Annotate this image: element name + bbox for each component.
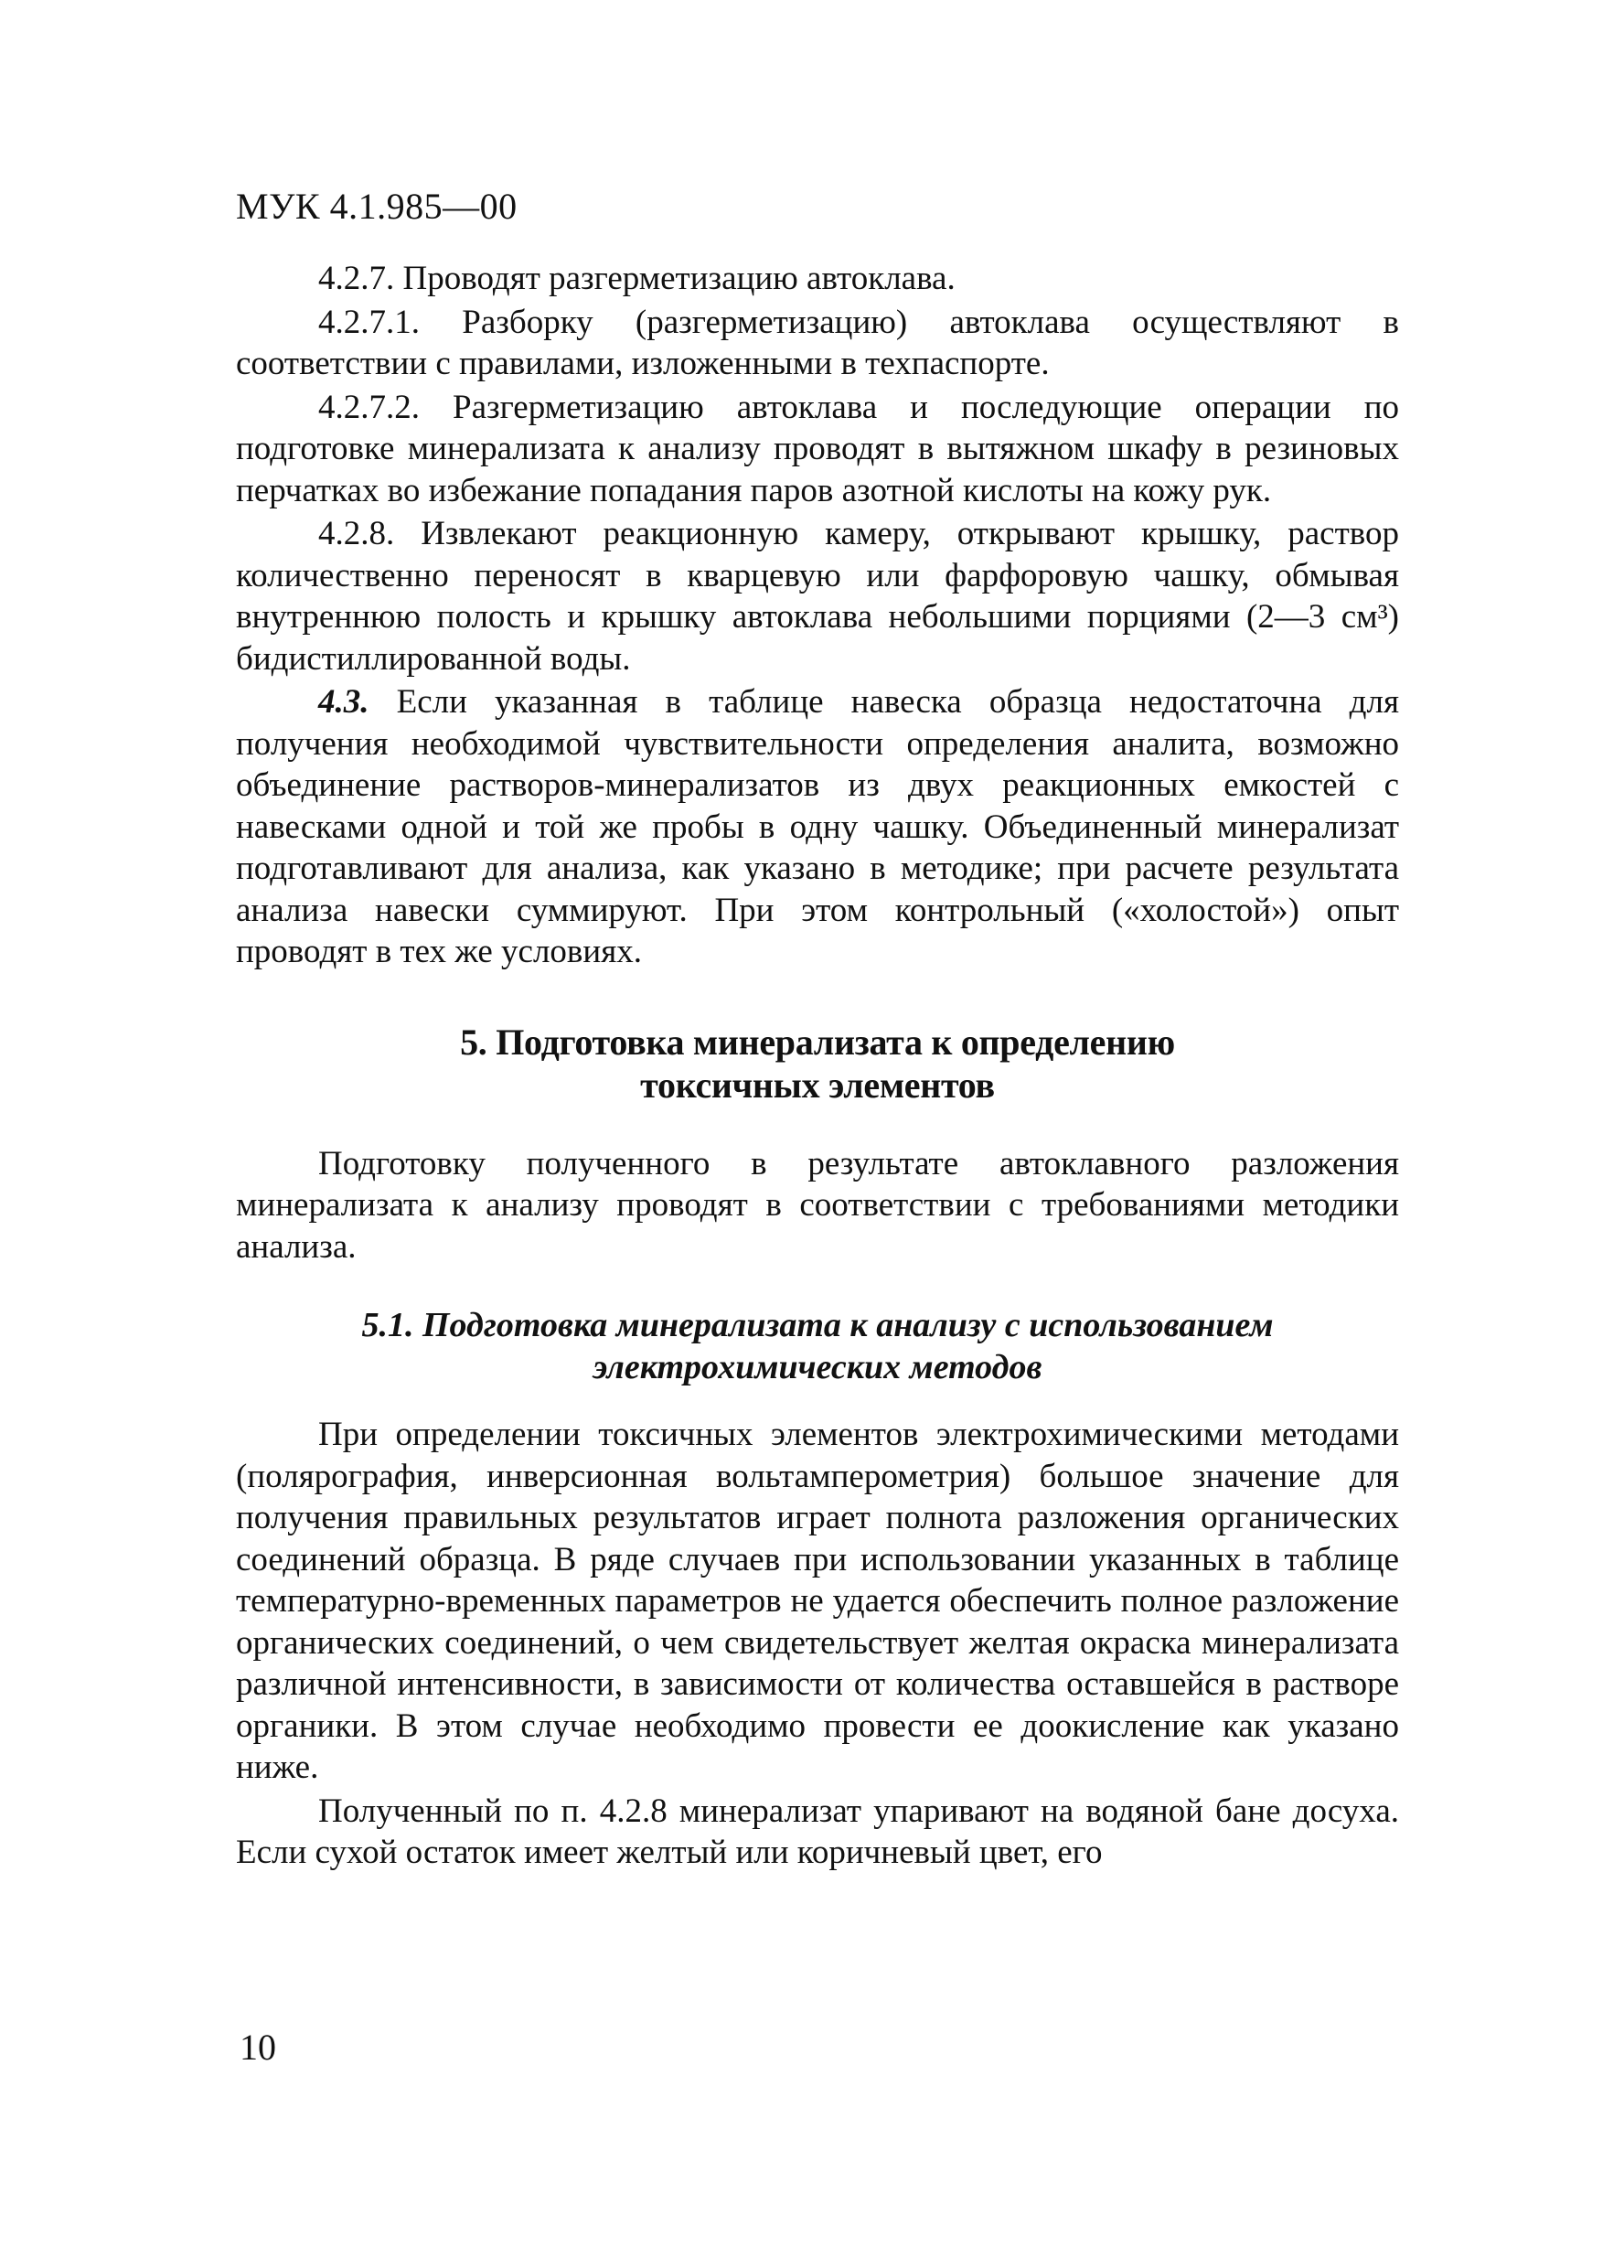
section-5-intro: Подготовку полученного в результате автоклавного разложения минерализата к анализу проводят в соответствии с требованиями методики анализа. — [236, 1144, 1399, 1266]
section-5-1-heading-line-2: электрохимических методов — [593, 1348, 1042, 1386]
paragraph-4-2-7-1: 4.2.7.1. Разборку (разгерметизацию) автоклава осуществляют в соответствии с правилами, изложенными в техпаспорте. — [236, 303, 1399, 382]
paragraph-4-3-text: Если указанная в таблице навеска образца недостаточна для получения необходимой чувствительности определения аналита, возможно объединение растворов-минерализатов из двух реакционных емкостей с навесками одной и той же пробы в одну чашку. Объединенный минерализат подготавливают для анализа, как указано в методике; при расчете результата анализа навески суммируют. При этом контрольный («холостой») опыт проводят в тех же условиях. — [236, 683, 1399, 970]
section-5-1-paragraph-1: При определении токсичных элементов электрохимическими методами (полярография, инверсионная вольтамперометрия) большое значение для получения правильных результатов играет полнота разложения органических соединений образца. В ряде случаев при использовании указанных в таблице температурно-временных параметров не удается обеспечить полное разложение органических соединений, о чем свидетельствует желтая окраска минерализата различной интенсивности, в зависимости от количества оставшейся в растворе органики. В этом случае необходимо провести ее доокисление как указано ниже. — [236, 1416, 1399, 1786]
paragraph-4-2-7: 4.2.7. Проводят разгерметизацию автоклава. — [318, 260, 956, 297]
paragraph-4-2-8: 4.2.8. Извлекают реакционную камеру, открывают крышку, раствор количественно переносят в кварцевую или фарфоровую чашку, обмывая внутреннюю полость и крышку автоклава небольшими порциями (2—3 см³) бидистиллированной воды. — [236, 515, 1399, 678]
page-number: 10 — [240, 2027, 276, 2068]
paragraph-4-3-number: 4.3. — [318, 683, 369, 721]
paragraph-4-3 — [236, 681, 1399, 973]
section-5-heading — [236, 1021, 1399, 1107]
document-page — [236, 183, 1399, 1874]
document-code-header: МУК 4.1.985—00 — [236, 186, 518, 227]
section-5-heading-line-2: токсичных элементов — [640, 1064, 995, 1106]
section-5-1-paragraph-2: Полученный по п. 4.2.8 минерализат упаривают на водяной бане досуха. Если сухой остаток имеет желтый или коричневый цвет, его — [236, 1792, 1399, 1871]
section-5-1-heading-line-1: 5.1. Подготовка минерализата к анализу с использованием — [361, 1306, 1274, 1344]
paragraph-4-2-7-2: 4.2.7.2. Разгерметизацию автоклава и последующие операции по подготовке минерализата к анализу проводят в вытяжном шкафу в резиновых перчатках во избежание попадания паров азотной кислоты на кожу рук. — [236, 388, 1399, 509]
section-5-1-heading — [236, 1304, 1399, 1388]
section-5-heading-line-1: 5. Подготовка минерализата к определению — [460, 1021, 1175, 1063]
